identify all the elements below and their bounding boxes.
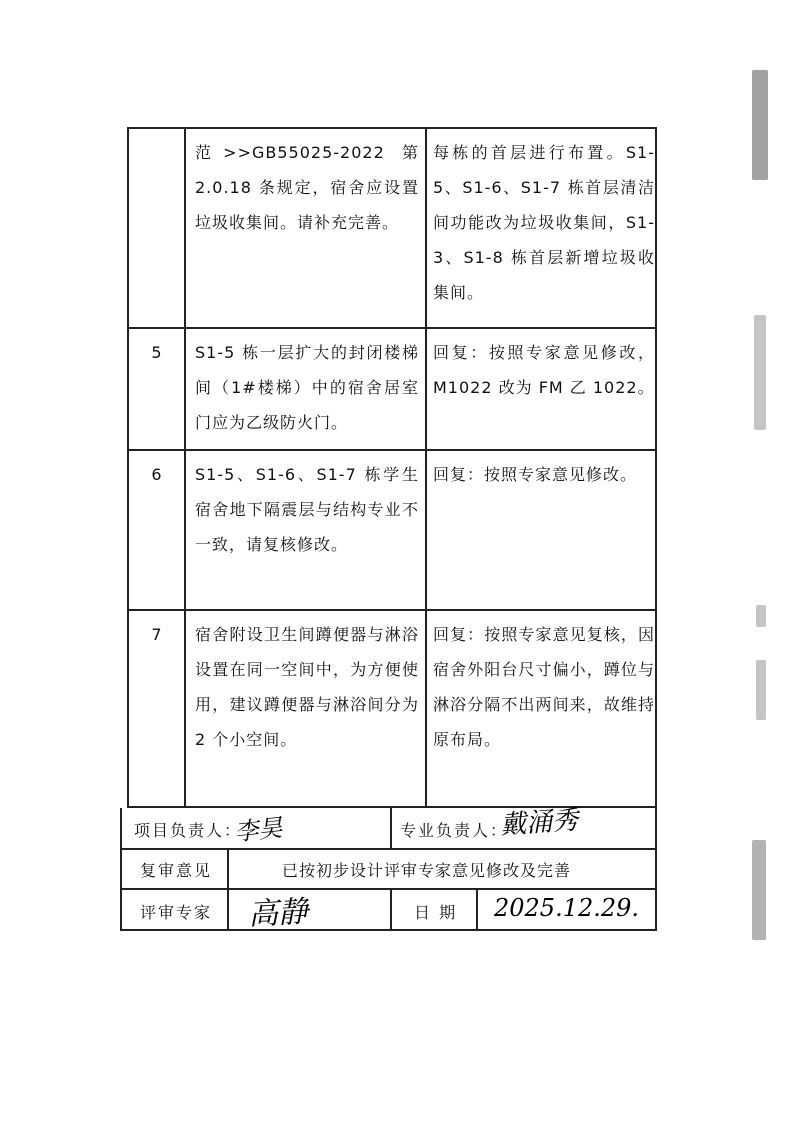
discipline-lead-label: 专业负责人： — [400, 821, 509, 840]
project-lead-signature: 李昊 — [232, 813, 284, 847]
scan-mark — [756, 660, 766, 720]
issue-text: S1-5 栋一层扩大的封闭楼梯间（1#楼梯）中的宿舍居室门应为乙级防火门。 — [195, 343, 419, 432]
review-table — [127, 127, 657, 808]
date-value: 2025.12.29. — [494, 894, 640, 922]
scan-mark — [754, 315, 766, 430]
reply-text: 每栋的首层进行布置。S1-5、S1-6、S1-7 栋首层清洁间功能改为垃圾收集间，S1-3、S1-8 栋首层新增垃圾收集间。 — [433, 143, 655, 302]
review-expert-signature: 高静 — [247, 894, 310, 933]
issue-text: 宿舍附设卫生间蹲便器与淋浴设置在同一空间中，为方便使用，建议蹲便器与淋浴间分为 2 个小空间。 — [195, 625, 419, 749]
row-number: 6 — [151, 465, 162, 484]
reply-text: 回复：按照专家意见修改，M1022 改为 FM 乙 1022。 — [433, 343, 655, 397]
scan-mark — [756, 605, 766, 627]
scan-mark — [752, 70, 768, 180]
reply-text: 回复：按照专家意见修改。 — [433, 465, 638, 484]
issue-text: 范>>GB55025-2022 第 2.0.18 条规定，宿舍应设置垃圾收集间。请补充完善。 — [195, 143, 419, 232]
project-lead-label: 项目负责人： — [134, 821, 243, 840]
row-number: 5 — [151, 343, 162, 362]
row-number: 7 — [151, 625, 162, 644]
date-label: 日 期 — [414, 903, 458, 922]
signoff-block — [120, 805, 657, 933]
review-expert-label: 评审专家 — [140, 903, 213, 922]
reply-text: 回复：按照专家意见复核，因宿舍外阳台尺寸偏小，蹲位与淋浴分隔不出两间来，故维持原布局。 — [433, 625, 655, 749]
issue-text: S1-5、S1-6、S1-7 栋学生宿舍地下隔震层与结构专业不一致，请复核修改。 — [195, 465, 419, 554]
review-opinion-label: 复审意见 — [140, 861, 213, 880]
discipline-lead-signature: 戴涌秀 — [499, 805, 580, 841]
review-opinion-text: 已按初步设计评审专家意见修改及完善 — [282, 861, 572, 880]
scan-mark — [752, 840, 766, 940]
